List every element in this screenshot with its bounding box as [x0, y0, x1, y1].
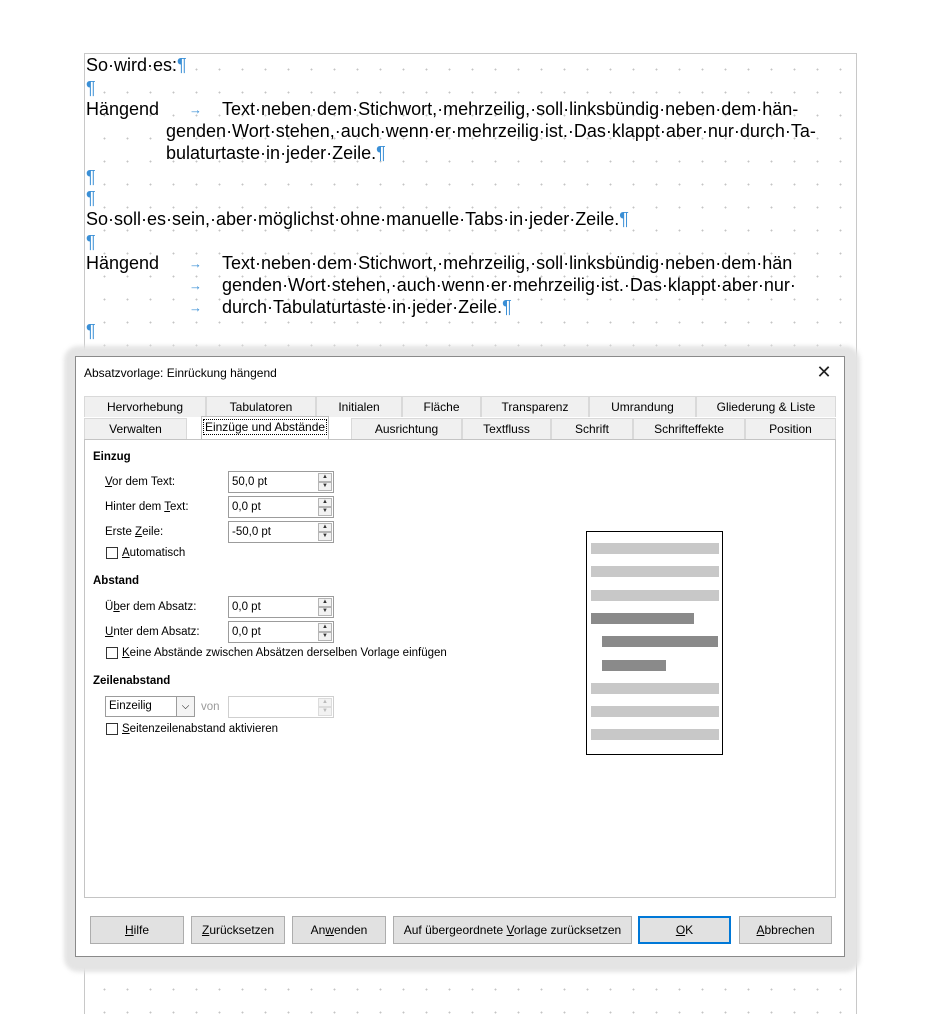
- section-abstand: Abstand: [93, 575, 139, 587]
- label-unter-dem-absatz: Unter dem Absatz:: [105, 626, 200, 638]
- dialog-titlebar[interactable]: [76, 357, 844, 387]
- spin-down-icon[interactable]: ▼: [318, 607, 332, 616]
- hilfe-button[interactable]: Hilfe: [90, 916, 184, 944]
- anwenden-button[interactable]: Anwenden: [292, 916, 386, 944]
- dialog-title: Absatzvorlage: Einrückung hängend: [84, 366, 277, 380]
- preview-line-active: [602, 660, 666, 671]
- spin-up-icon[interactable]: ▲: [318, 623, 332, 632]
- tab-umrandung[interactable]: Umrandung: [589, 396, 696, 417]
- preview-line: [591, 590, 719, 601]
- pilcrow-mark: ¶: [86, 321, 96, 341]
- abbrechen-button[interactable]: Abbrechen: [739, 916, 832, 944]
- tab-tabulatoren[interactable]: Tabulatoren: [206, 396, 316, 417]
- label-ueber-dem-absatz: Über dem Absatz:: [105, 601, 197, 613]
- tab-verwalten[interactable]: Verwalten: [84, 418, 187, 439]
- preview-line: [591, 543, 719, 554]
- preview-line: [591, 566, 719, 577]
- uebergeordnete-vorlage-button[interactable]: Auf übergeordnete Vorlage zurücksetzen: [393, 916, 632, 944]
- erste-zeile-spinbox[interactable]: -50,0 pt ▲ ▼: [228, 521, 334, 543]
- spin-up-icon[interactable]: ▲: [318, 473, 332, 482]
- spin-up-icon[interactable]: ▲: [318, 598, 332, 607]
- paragraph-style-dialog: [75, 356, 845, 957]
- tab-flaeche[interactable]: Fläche: [402, 396, 481, 417]
- doc-para1-line1: Text·neben·dem·Stichwort,·mehrzeilig,·soll·linksbündig·neben·dem·hän-: [222, 99, 799, 119]
- spin-down-icon[interactable]: ▼: [318, 632, 332, 641]
- label-erste-zeile: Erste Zeile:: [105, 526, 164, 538]
- pilcrow-mark: ¶: [86, 78, 96, 98]
- section-einzug: Einzug: [93, 451, 131, 463]
- zuruecksetzen-button[interactable]: Zurücksetzen: [191, 916, 285, 944]
- tab-textfluss[interactable]: Textfluss: [462, 418, 551, 439]
- doc-para1-line2: genden·Wort·stehen,·auch·wenn·er·mehrzeilig·ist.·Das·klappt·aber·nur·durch·Ta-: [166, 121, 816, 141]
- tab-einzuege-abstaende[interactable]: Einzüge und Abstände: [201, 416, 329, 439]
- von-spinbox[interactable]: [228, 696, 334, 718]
- pilcrow-mark: ¶: [86, 167, 96, 187]
- label-vor-dem-text: Vor dem Text:: [105, 476, 176, 488]
- label-seitenzeilenabstand: Seitenzeilenabstand aktivieren: [122, 723, 278, 735]
- vor-dem-text-spinbox[interactable]: 50,0 pt ▲ ▼: [228, 471, 334, 493]
- tab-hervorhebung[interactable]: Hervorhebung: [84, 396, 206, 417]
- pilcrow-mark: ¶: [86, 232, 96, 252]
- spin-down-icon[interactable]: ▼: [318, 482, 332, 491]
- spin-down-icon[interactable]: ▼: [318, 707, 332, 716]
- doc-line-so-soll: So·soll·es·sein,·aber·möglichst·ohne·manuelle·Tabs·in·jeder·Zeile.¶: [86, 209, 629, 229]
- tab-panel-einzuege: [84, 439, 836, 898]
- preview-line-active: [602, 636, 718, 647]
- zeilenabstand-select[interactable]: Einzeilig ⌵: [105, 696, 195, 717]
- tab-schrift[interactable]: Schrift: [551, 418, 633, 439]
- tab-arrow-icon: →: [189, 102, 202, 117]
- spin-up-icon[interactable]: ▲: [318, 523, 332, 532]
- preview-line: [591, 729, 719, 740]
- label-keine-abstaende: Keine Abstände zwischen Absätzen derselben Vorlage einfügen: [122, 647, 447, 659]
- doc-hangend-2: Hängend: [86, 253, 160, 273]
- keine-abstaende-checkbox[interactable]: [106, 647, 118, 659]
- doc-hangend-1: Hängend: [86, 99, 160, 119]
- tab-initialen[interactable]: Initialen: [316, 396, 402, 417]
- tab-position[interactable]: Position: [745, 418, 836, 439]
- ueber-dem-absatz-spinbox[interactable]: 0,0 pt ▲ ▼: [228, 596, 334, 618]
- tab-row-1: [84, 396, 836, 417]
- doc-para2-line1: Text·neben·dem·Stichwort,·mehrzeilig,·soll·linksbündig·neben·dem·hän: [222, 253, 793, 273]
- doc-para1-line3: bulaturtaste·in·jeder·Zeile.¶: [166, 143, 386, 163]
- paragraph-preview: [586, 531, 723, 755]
- ok-button[interactable]: OK: [638, 916, 731, 944]
- chevron-down-icon[interactable]: ⌵: [176, 697, 194, 716]
- seitenzeilenabstand-checkbox[interactable]: [106, 723, 118, 735]
- tab-row-2: [84, 418, 836, 439]
- spin-up-icon[interactable]: ▲: [318, 698, 332, 707]
- section-zeilenabstand: Zeilenabstand: [93, 675, 171, 687]
- spin-down-icon[interactable]: ▼: [318, 507, 332, 516]
- close-icon[interactable]: ✕: [816, 362, 832, 382]
- unter-dem-absatz-spinbox[interactable]: 0,0 pt ▲ ▼: [228, 621, 334, 643]
- preview-line: [591, 706, 719, 717]
- tab-arrow-icon: →: [189, 300, 202, 315]
- preview-line: [591, 683, 719, 694]
- tab-gliederung-liste[interactable]: Gliederung & Liste: [696, 396, 836, 417]
- tab-ausrichtung[interactable]: Ausrichtung: [351, 418, 462, 439]
- label-automatisch: Automatisch: [122, 547, 186, 559]
- hinter-dem-text-spinbox[interactable]: 0,0 pt ▲ ▼: [228, 496, 334, 518]
- tab-schrifteffekte[interactable]: Schrifteffekte: [633, 418, 745, 439]
- spin-up-icon[interactable]: ▲: [318, 498, 332, 507]
- pilcrow-mark: ¶: [86, 188, 96, 208]
- automatisch-checkbox[interactable]: [106, 547, 118, 559]
- label-von: von: [201, 701, 220, 713]
- label-hinter-dem-text: Hinter dem Text:: [105, 501, 189, 513]
- tab-arrow-icon: →: [189, 256, 202, 271]
- spin-down-icon[interactable]: ▼: [318, 532, 332, 541]
- tab-arrow-icon: →: [189, 278, 202, 293]
- doc-para2-line2: genden·Wort·stehen,·auch·wenn·er·mehrzeilig·ist.·Das·klappt·aber·nur·: [222, 275, 796, 295]
- preview-line-active: [591, 613, 694, 624]
- doc-line-so-wird-es: So·wird·es:¶: [86, 55, 187, 75]
- tab-transparenz[interactable]: Transparenz: [481, 396, 589, 417]
- doc-para2-line3: durch·Tabulaturtaste·in·jeder·Zeile.¶: [222, 297, 512, 317]
